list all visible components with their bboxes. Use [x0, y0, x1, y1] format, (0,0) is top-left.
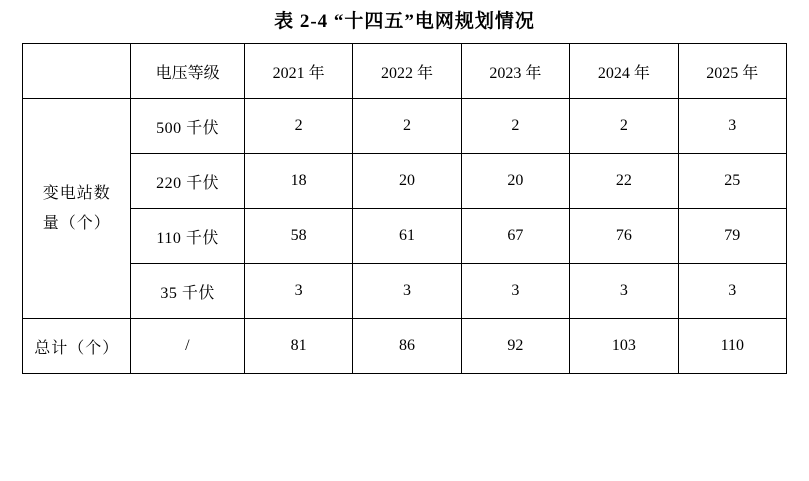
- total-row-label: 总计（个）: [23, 319, 131, 374]
- header-year-2021: 2021 年: [244, 44, 352, 99]
- table-row: [23, 209, 787, 264]
- cell-total-2025: 110: [678, 319, 786, 374]
- header-year-2024: 2024 年: [570, 44, 678, 99]
- table-row: [23, 154, 787, 209]
- cell-110kv-2023: 67: [461, 209, 569, 264]
- header-year-2023: 2023 年: [461, 44, 569, 99]
- table-container: [0, 43, 809, 374]
- row-category-500kv: 500 千伏: [131, 99, 244, 154]
- cell-35kv-2022: 3: [353, 264, 461, 319]
- cell-total-2022: 86: [353, 319, 461, 374]
- row-category-110kv: 110 千伏: [131, 209, 244, 264]
- cell-220kv-2022: 20: [353, 154, 461, 209]
- cell-500kv-2024: 2: [570, 99, 678, 154]
- group-label-line-2: 量（个）: [42, 214, 111, 232]
- cell-total-2023: 92: [461, 319, 569, 374]
- cell-110kv-2021: 58: [244, 209, 352, 264]
- cell-500kv-2022: 2: [353, 99, 461, 154]
- row-category-220kv: 220 千伏: [131, 154, 244, 209]
- cell-220kv-2024: 22: [570, 154, 678, 209]
- table-row: [23, 99, 787, 154]
- table-row: [23, 264, 787, 319]
- cell-total-2021: 81: [244, 319, 352, 374]
- cell-total-2024: 103: [570, 319, 678, 374]
- group-label-line-1: 变电站数: [42, 184, 111, 202]
- cell-35kv-2023: 3: [461, 264, 569, 319]
- cell-110kv-2024: 76: [570, 209, 678, 264]
- row-group-label-substation-count: [23, 99, 131, 319]
- cell-35kv-2025: 3: [678, 264, 786, 319]
- cell-220kv-2025: 25: [678, 154, 786, 209]
- cell-110kv-2025: 79: [678, 209, 786, 264]
- cell-500kv-2023: 2: [461, 99, 569, 154]
- cell-500kv-2025: 3: [678, 99, 786, 154]
- cell-500kv-2021: 2: [244, 99, 352, 154]
- header-voltage-level: 电压等级: [131, 44, 244, 99]
- header-year-2025: 2025 年: [678, 44, 786, 99]
- cell-35kv-2024: 3: [570, 264, 678, 319]
- total-row-category: /: [131, 319, 244, 374]
- table-total-row: [23, 319, 787, 374]
- header-year-2022: 2022 年: [353, 44, 461, 99]
- cell-35kv-2021: 3: [244, 264, 352, 319]
- table-header-row: [23, 44, 787, 99]
- row-category-35kv: 35 千伏: [131, 264, 244, 319]
- cell-110kv-2022: 61: [353, 209, 461, 264]
- power-grid-plan-table: [22, 43, 787, 374]
- header-corner-blank: [23, 44, 131, 99]
- page-title: 表 2-4 “十四五”电网规划情况: [274, 11, 535, 32]
- cell-220kv-2023: 20: [461, 154, 569, 209]
- cell-220kv-2021: 18: [244, 154, 352, 209]
